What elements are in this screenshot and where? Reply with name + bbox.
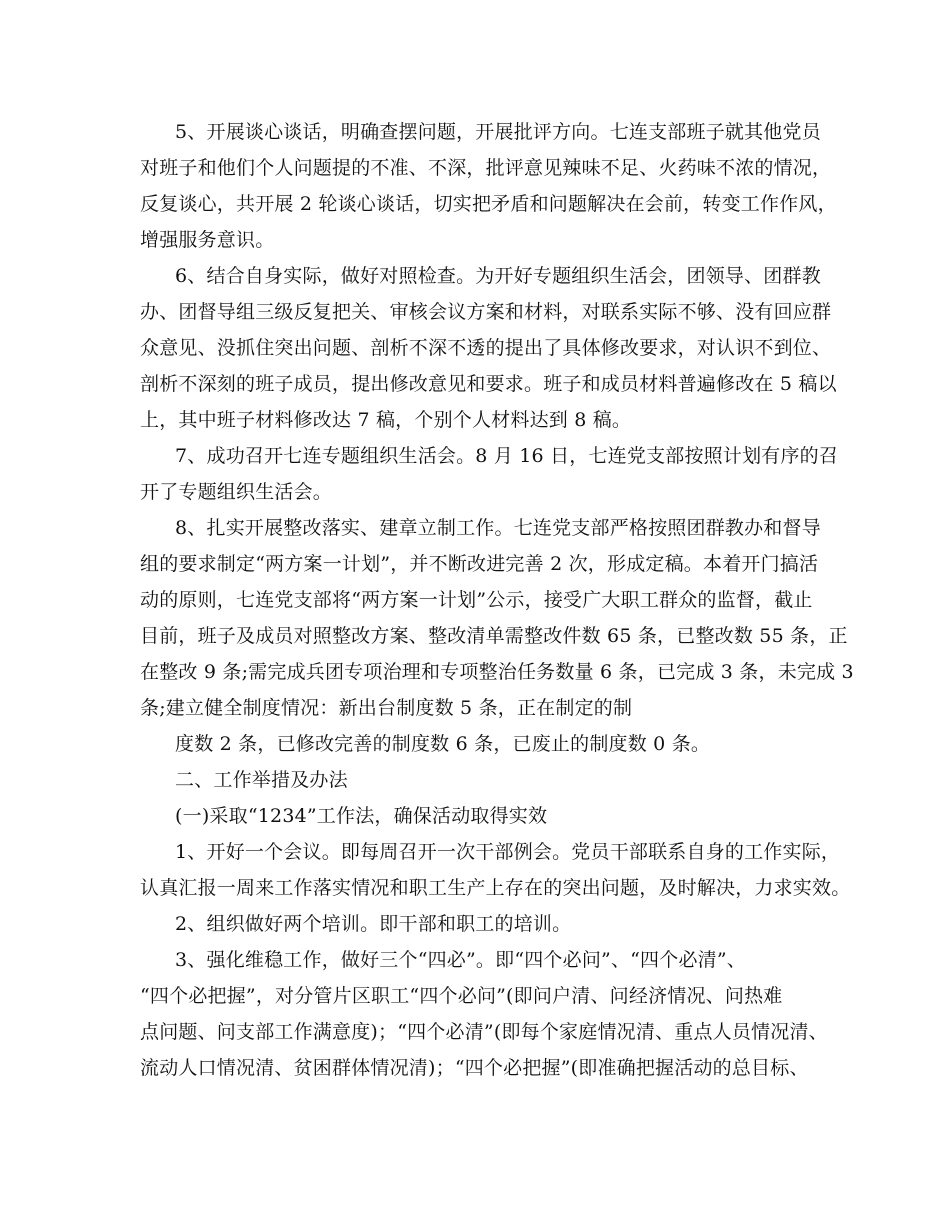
text-line: 动的原则，七连党支部将“两方案一计划”公示，接受广大职工群众的监督，截止 [140,589,813,611]
text-line: 8、扎实开展整改落实、建章立制工作。七连党支部严格按照团群教办和督导 [175,517,821,539]
text-line: 剖析不深刻的班子成员，提出修改意见和要求。班子和成员材料普遍修改在 5 稿以 [140,373,837,395]
subsection-heading: (一)采取“1234”工作法，确保活动取得实效 [175,805,548,827]
text-line: 3、强化维稳工作，做好三个“四必”。即“四个必问”、“四个必清”、 [175,949,746,971]
section-heading: 二、工作举措及办法 [175,769,348,791]
text-line: 条;建立健全制度情况：新出台制度数 5 条，正在制定的制 [140,697,633,719]
text-line: 度数 2 条，已修改完善的制度数 6 条，已废止的制度数 0 条。 [175,733,711,755]
text-line: 众意见、没抓住突出问题、剖析不深不透的提出了具体修改要求，对认识不到位、 [140,337,832,359]
text-line: 开了专题组织生活会。 [140,481,333,503]
text-line: 目前，班子及成员对照整改方案、整改清单需整改件数 65 条，已整改数 55 条，正 [140,625,848,647]
text-line: “四个必把握”，对分管片区职工“四个必问”(即问户清、问经济情况、问热难 [140,985,783,1007]
text-line: 7、成功召开七连专题组织生活会。8 月 16 日，七连党支部按照计划有序的召 [175,445,839,467]
text-line: 上，其中班子材料修改达 7 稿，个别个人材料达到 8 稿。 [140,409,632,431]
text-line: 1、开好一个会议。即每周召开一次干部例会。党员干部联系自身的工作实际， [175,841,841,863]
text-line: 反复谈心，共开展 2 轮谈心谈话，切实把矛盾和问题解决在会前，转变工作作风， [140,193,837,215]
text-line: 组的要求制定“两方案一计划”，并不断改进完善 2 次，形成定稿。本着开门搞活 [140,553,819,575]
text-line: 5、开展谈心谈话，明确查摆问题，开展批评方向。七连支部班子就其他党员 [175,121,821,143]
text-line: 办、团督导组三级反复把关、审核会议方案和材料，对联系实际不够、没有回应群 [140,301,832,323]
text-line: 6、结合自身实际，做好对照检查。为开好专题组织生活会，团领导、团群教 [175,265,821,287]
text-line: 对班子和他们个人问题提的不准、不深，批评意见辣味不足、火药味不浓的情况， [140,157,832,179]
text-line: 增强服务意识。 [140,229,275,251]
text-line: 认真汇报一周来工作落实情况和职工生产上存在的突出问题，及时解决，力求实效。 [140,877,851,899]
text-line: 流动人口情况清、贫困群体情况清)；“四个必把握”(即准确把握活动的总目标、 [140,1057,809,1079]
text-line: 2、组织做好两个培训。即干部和职工的培训。 [175,913,572,935]
text-line: 点问题、问支部工作满意度)；“四个必清”(即每个家庭情况清、重点人员情况清、 [140,1021,828,1043]
text-line: 在整改 9 条;需完成兵团专项治理和专项整治任务数量 6 条，已完成 3 条，未完成 3 [140,661,854,683]
